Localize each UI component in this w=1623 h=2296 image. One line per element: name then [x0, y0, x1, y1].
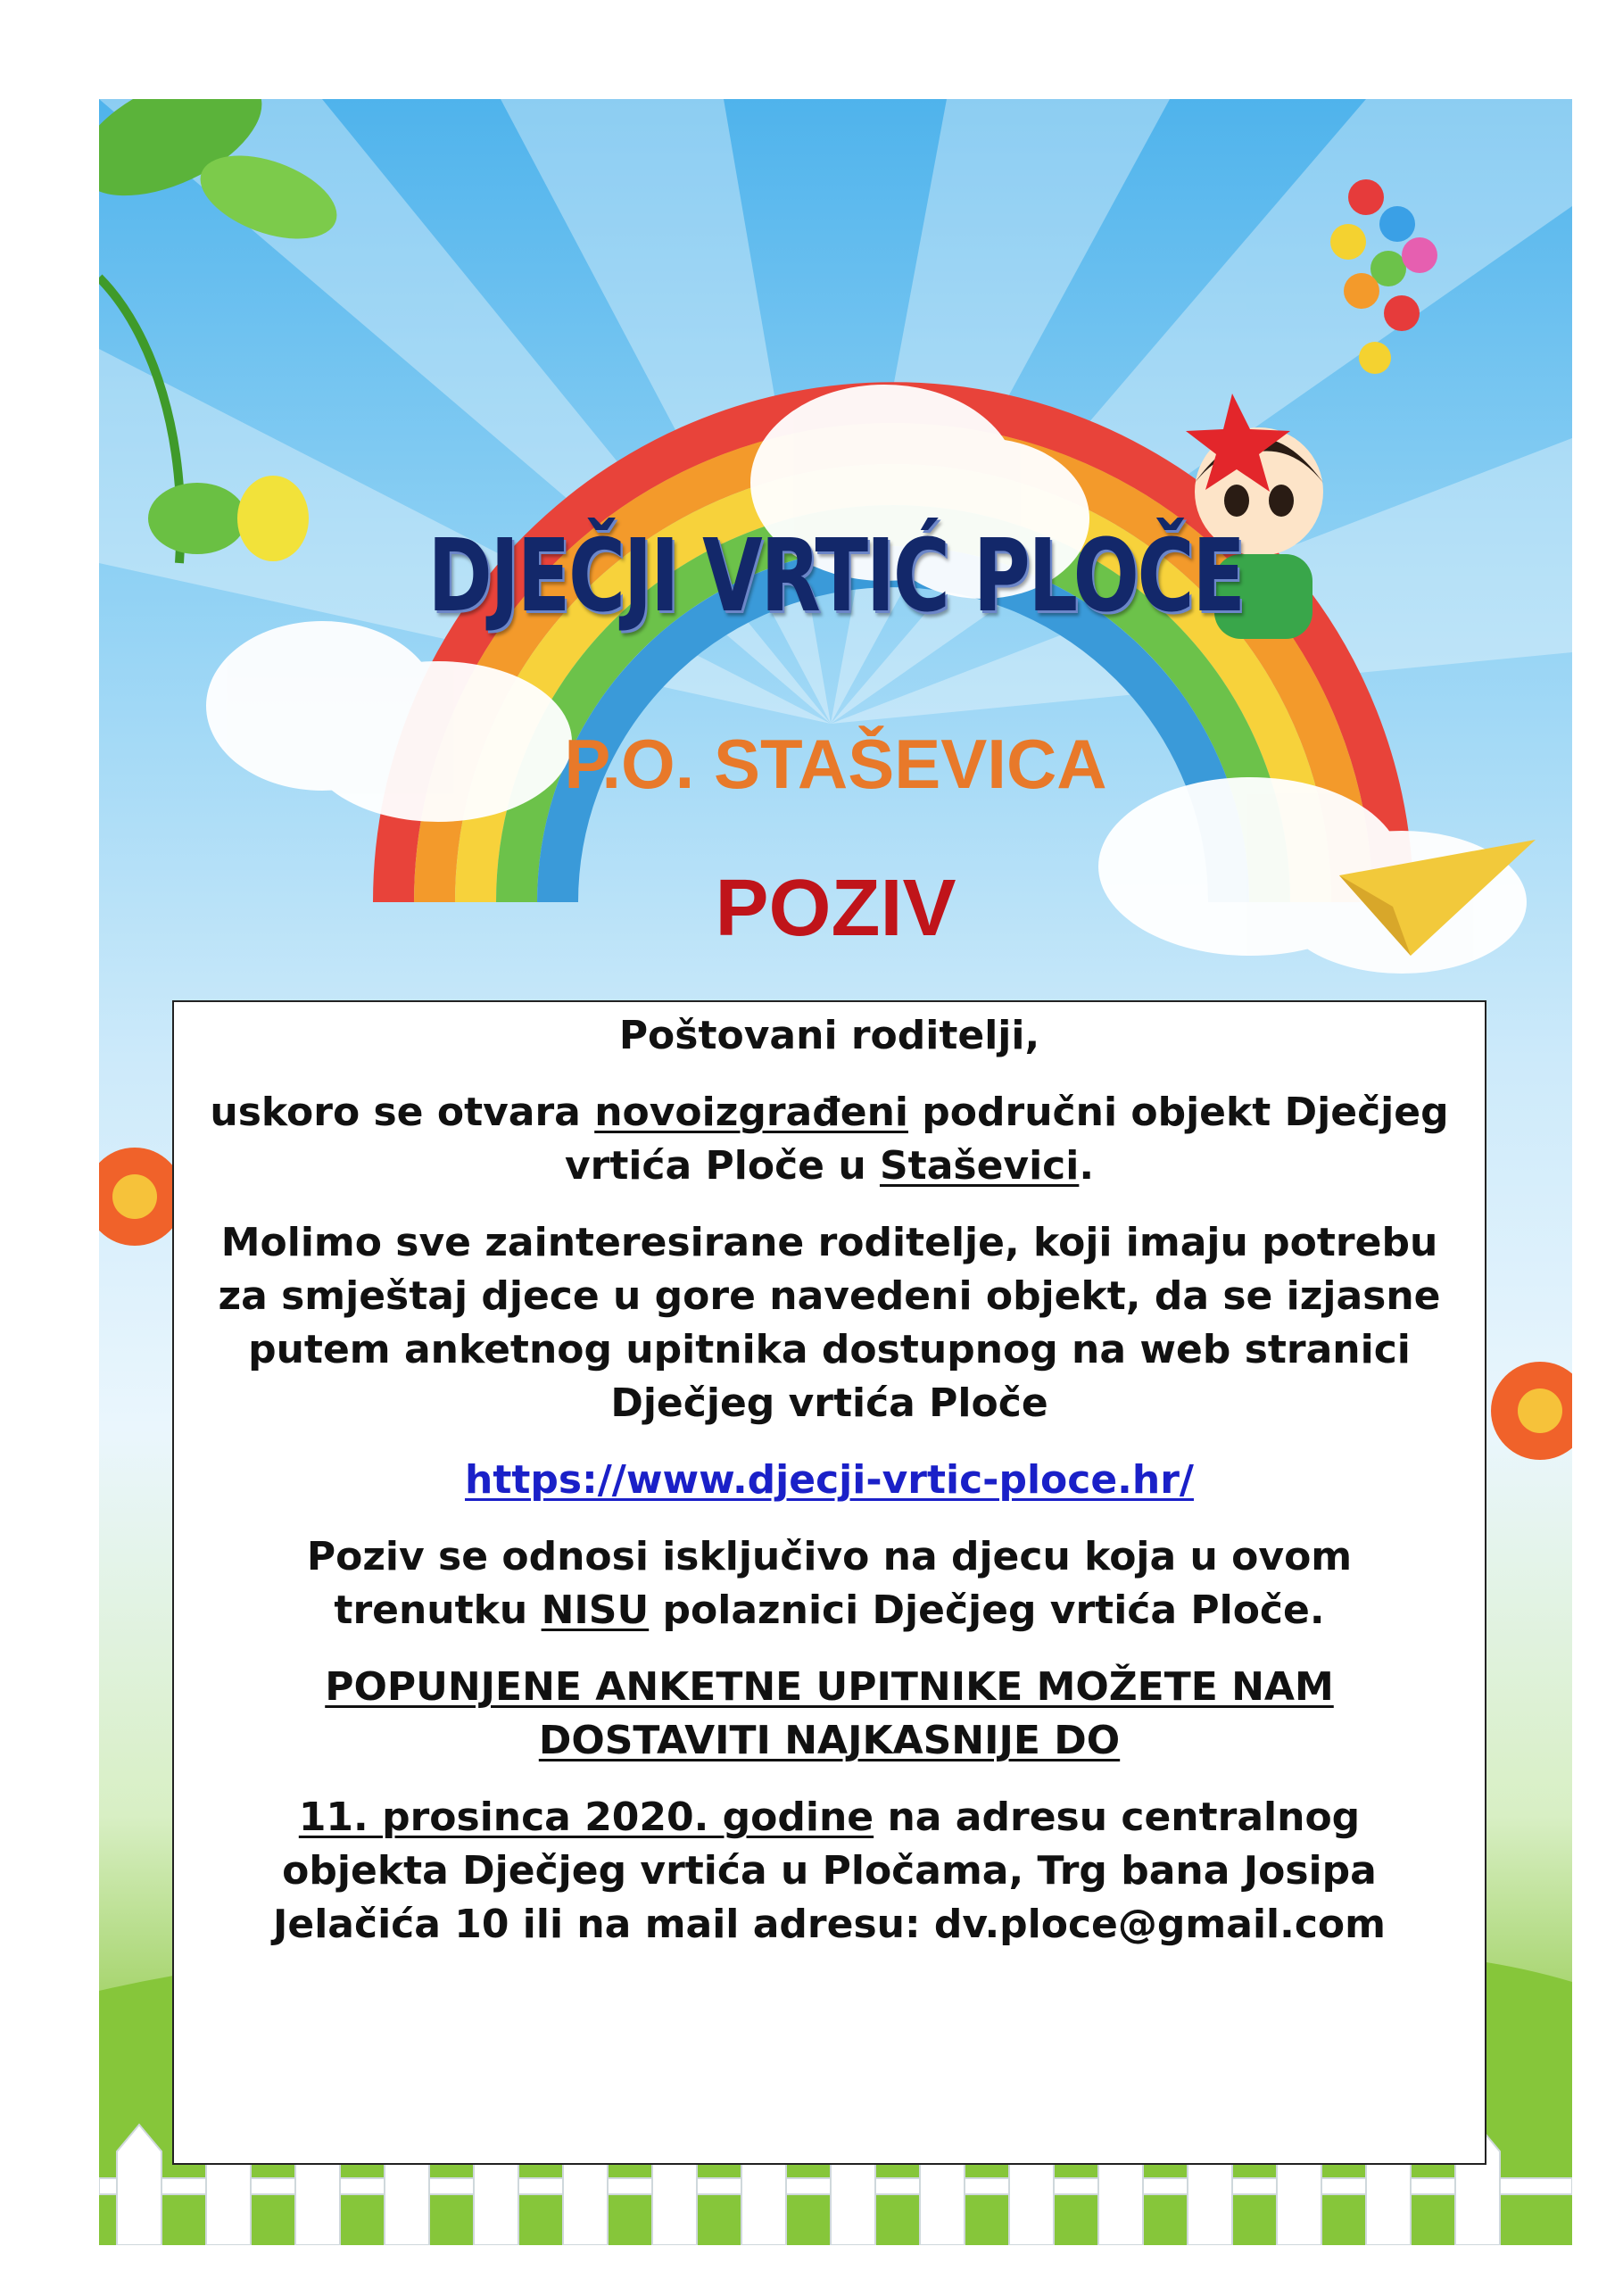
- website-link[interactable]: https://www.djecji-vrtic-ploce.hr/: [465, 1457, 1194, 1503]
- text: polaznici Dječjeg vrtića Ploče.: [649, 1587, 1325, 1633]
- greeting: Poštovani roditelji,: [618, 1013, 1040, 1058]
- document-kind: POZIV: [715, 864, 956, 953]
- paragraph-opening: [210, 1086, 1449, 1193]
- notice-box: [172, 1000, 1486, 2165]
- deadline-date: 11. prosinca 2020. godine: [298, 1795, 874, 1840]
- text: Poziv se odnosi isključivo na djecu koja u ovom trenutku: [306, 1534, 1353, 1633]
- text: na adresu centralnog objekta Dječjeg vrtića u Pločama, Trg bana Josipa Jelačića 10 ili na mail adresu: dv.ploce@gmail.com: [273, 1795, 1386, 1947]
- paragraph-deadline: [210, 1791, 1449, 1952]
- text: .: [1079, 1143, 1095, 1189]
- page-title: DJEČJI VRTIĆ PLOČE: [427, 518, 1244, 634]
- underlined-text: POPUNJENE ANKETNE UPITNIKE MOŽETE NAM DOSTAVITI NAJKASNIJE DO: [325, 1664, 1334, 1763]
- deadline-heading: [210, 1661, 1449, 1768]
- text: uskoro se otvara: [210, 1090, 595, 1135]
- poster-background: [99, 99, 1572, 2245]
- subtitle: P.O. STAŠEVICA: [564, 725, 1107, 803]
- flower-left: [99, 1148, 184, 1246]
- paragraph-request: Molimo sve zainteresirane roditelje, koji imaju potrebu za smještaj djece u gore navedeni objekt, da se izjasne putem anketnog upitnika dostupnog na web stranici Dječjeg vrtića Ploče: [218, 1220, 1441, 1426]
- paragraph-link: [210, 1454, 1449, 1507]
- underlined-text: novoizgrađeni: [594, 1090, 908, 1135]
- underlined-text: NISU: [541, 1587, 650, 1633]
- paragraph-eligibility: [210, 1530, 1449, 1637]
- underlined-text: Staševici: [879, 1143, 1080, 1189]
- text: područni objekt Dječjeg vrtića Ploče u: [564, 1090, 1449, 1189]
- flower-right: [1491, 1362, 1572, 1460]
